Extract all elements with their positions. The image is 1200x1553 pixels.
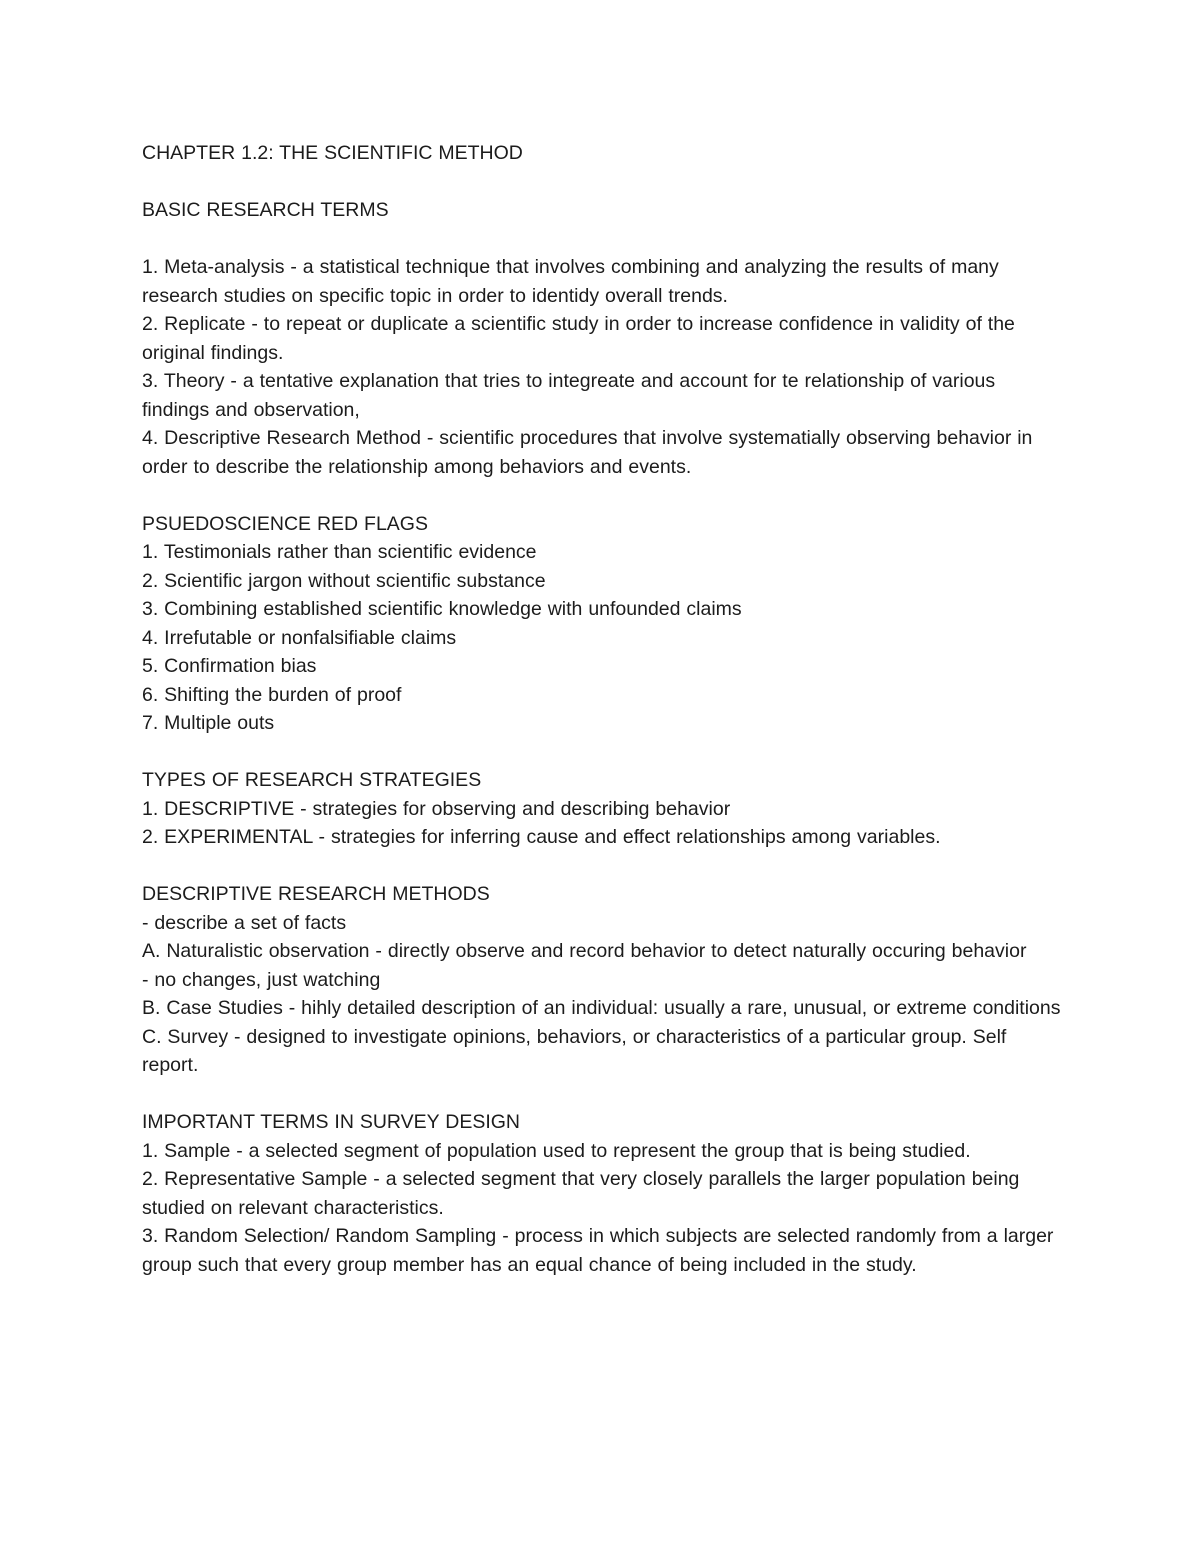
spacer [142, 168, 1067, 197]
list-item: A. Naturalistic observation - directly observe and record behavior to detect naturally occuring behavior [142, 940, 1027, 962]
spacer [142, 738, 1067, 767]
list-item: - describe a set of facts [142, 911, 347, 934]
section-heading: PSUEDOSCIENCE RED FLAGS [142, 512, 428, 535]
list-item: 2. Scientific jargon without scientific substance [142, 569, 546, 592]
list-item: 1. DESCRIPTIVE - strategies for observing and describing behavior [142, 797, 731, 820]
list-item: 3. Theory - a tentative explanation that tries to integreate and account for te relationship of various findings and observation, [142, 370, 996, 421]
page-title: CHAPTER 1.2: THE SCIENTIFIC METHOD [142, 142, 523, 164]
spacer [142, 481, 1067, 510]
spacer [142, 1080, 1067, 1109]
strategies-section [142, 766, 1067, 852]
spacer [142, 852, 1067, 881]
list-item: 7. Multiple outs [142, 712, 275, 734]
list-item: B. Case Studies - hihly detailed description of an individual: usually a rare, unusual, or extreme conditions [142, 997, 1061, 1019]
list-item: 3. Random Selection/ Random Sampling - process in which subjects are selected randomly from a larger group such that every group member has an equal chance of being included in the study. [142, 1225, 1054, 1276]
list-item: 1. Testimonials rather than scientific evidence [142, 541, 537, 563]
list-item: 2. Representative Sample - a selected segment that very closely parallels the larger population being studied on relevant characteristics. [142, 1168, 1020, 1219]
list-item: 5. Confirmation bias [142, 655, 317, 677]
section-heading: IMPORTANT TERMS IN SURVEY DESIGN [142, 1111, 520, 1133]
list-item: 2. EXPERIMENTAL - strategies for inferring cause and effect relationships among variables. [142, 826, 941, 848]
section-heading: TYPES OF RESEARCH STRATEGIES [142, 769, 482, 791]
list-item: - no changes, just watching [142, 968, 381, 991]
list-item: 2. Replicate - to repeat or duplicate a scientific study in order to increase confidence in validity of the original findings. [142, 313, 1015, 364]
descriptive-methods-section [142, 880, 1067, 1080]
list-item: 4. Descriptive Research Method - scientific procedures that involve systematially observing behavior in order to describe the relationship among behaviors and events. [142, 427, 1033, 478]
list-item: 4. Irrefutable or nonfalsifiable claims [142, 626, 457, 649]
red-flags-section [142, 510, 1067, 738]
survey-terms-section [142, 1108, 1067, 1279]
list-item: 6. Shifting the burden of proof [142, 683, 402, 706]
document-page [142, 139, 1067, 1279]
basic-terms-section [142, 196, 1067, 481]
list-item: 3. Combining established scientific knowledge with unfounded claims [142, 598, 742, 620]
spacer [142, 225, 1067, 254]
section-heading: BASIC RESEARCH TERMS [142, 199, 389, 221]
section-heading: DESCRIPTIVE RESEARCH METHODS [142, 883, 490, 905]
list-item: 1. Meta-analysis - a statistical technique that involves combining and analyzing the results of many research studies on specific topic in order to identidy overall trends. [142, 256, 999, 307]
list-item: 1. Sample - a selected segment of population used to represent the group that is being studied. [142, 1139, 971, 1162]
list-item: C. Survey - designed to investigate opinions, behaviors, or characteristics of a particular group. Self report. [142, 1025, 1007, 1076]
